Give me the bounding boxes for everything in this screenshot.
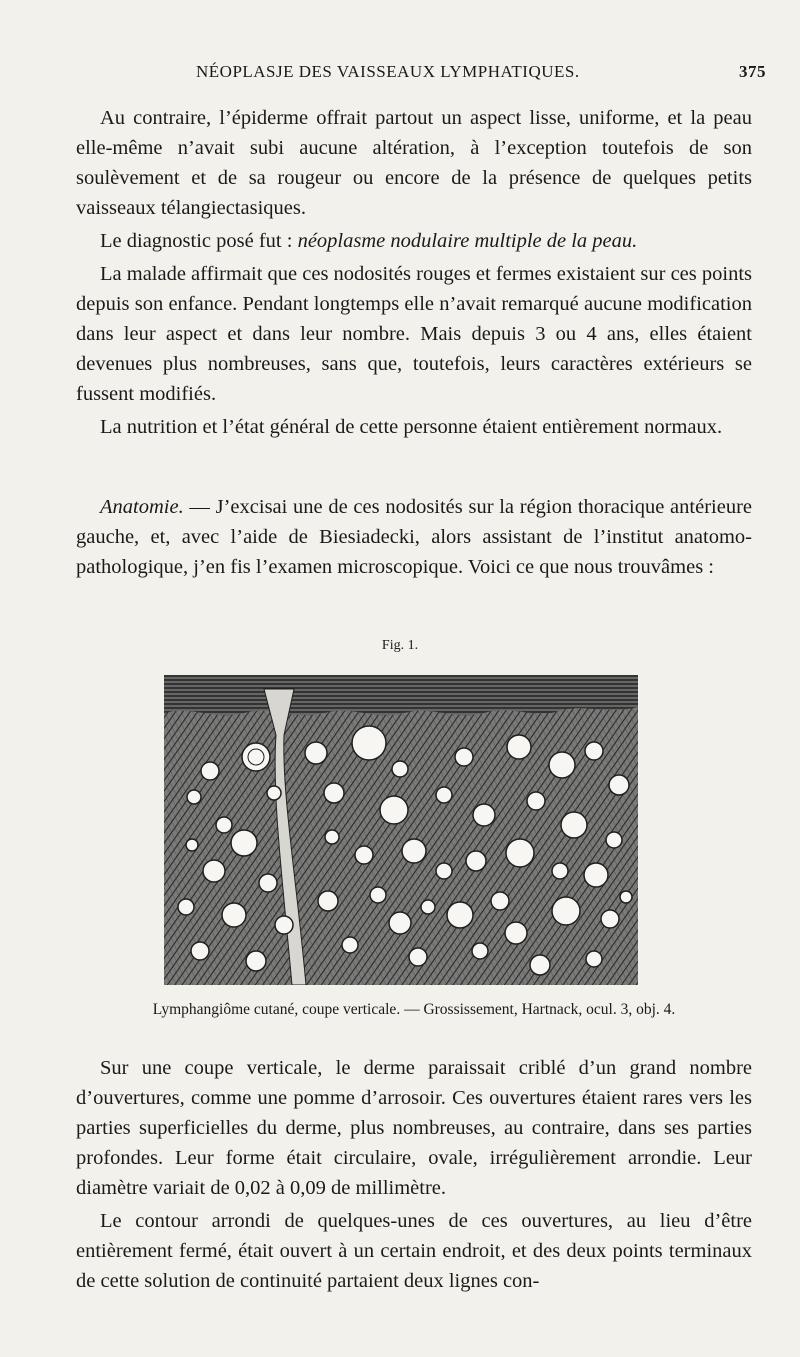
diagnosis-italic: néoplasme nodulaire multiple de la peau. bbox=[297, 230, 638, 252]
paragraph-contour: Le contour arrondi de quelques-unes de ces ouvertures, au lieu d’être entièrement fermé, était ouvert à un certain endroit, et des deux points terminaux de cette solution de continuité partaient deux lignes con- bbox=[76, 1210, 752, 1292]
paragraph-coupe: Sur une coupe verticale, le derme paraissait criblé d’un grand nombre d’ouvertures, comme une pomme d’arrosoir. Ces ouvertures étaient rares vers les parties superficielles du derme, plus nombreuses, au contraire, dans ses parties profondes. Leur forme était circulaire, ovale, irrégulièrement arrondie. Leur diamètre variait de 0,02 à 0,09 de millimètre. bbox=[76, 1057, 752, 1199]
figure-caption: Lymphangiôme cutané, coupe verticale. — Grossissement, Hartnack, ocul. 3, obj. 4. bbox=[152, 1001, 676, 1018]
anatomie-heading: Anatomie. bbox=[100, 496, 184, 518]
diagnosis-lead: Le diagnostic posé fut : bbox=[100, 230, 298, 252]
paragraph-diagnosis bbox=[76, 226, 752, 256]
paragraph-anatomie bbox=[76, 492, 752, 582]
paragraph-malade: La malade affirmait que ces nodosités rouges et fermes existaient sur ces points depuis son enfance. Pendant longtemps elle n’avait remarqué aucune modification dans leur aspect et dans leur nombre. Mais depuis 3 ou 4 ans, elles étaient devenues plus nombreuses, sans que, toutefois, leurs caractères extérieurs se fussent modifiés. bbox=[76, 263, 752, 405]
anatomie-text: — J’excisai une de ces nodosités sur la région thoracique antérieure gauche, et, avec l’aide de Biesiadecki, alors assistant de l’institut anatomo-pathologique, j’en fis l’examen microscopique. Voici ce que nous trouvâmes : bbox=[76, 496, 752, 578]
text-block-top bbox=[76, 103, 752, 442]
histology-engraving bbox=[164, 675, 638, 985]
text-block-bottom bbox=[76, 1053, 752, 1296]
paragraph-epiderme: Au contraire, l’épiderme offrait partout un aspect lisse, uniforme, et la peau elle-même n’avait subi aucune altération, à l’exception toutefois de son soulèvement et de sa rougeur ou encore de la présence de quelques petits vaisseaux télangiectasiques. bbox=[76, 107, 752, 219]
running-title: NÉOPLASJE DES VAISSEAUX LYMPHATIQUES. bbox=[196, 62, 580, 81]
figure-label: Fig. 1. bbox=[381, 638, 419, 653]
text-block-anatomie bbox=[76, 492, 752, 582]
paragraph-nutrition: La nutrition et l’état général de cette personne étaient entièrement normaux. bbox=[100, 416, 723, 438]
page-header bbox=[76, 62, 766, 90]
page-number: 375 bbox=[739, 62, 766, 81]
